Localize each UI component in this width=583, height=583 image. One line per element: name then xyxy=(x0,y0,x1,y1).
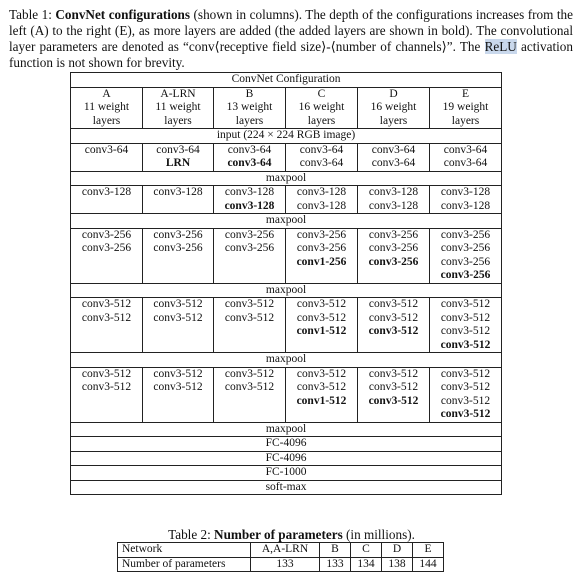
caption2-prefix: Table 2: xyxy=(168,527,215,542)
column-name: C xyxy=(286,87,358,101)
params-value-cell: 138 xyxy=(382,557,413,572)
params-header-row xyxy=(118,543,444,558)
conv-cell xyxy=(143,298,214,353)
caption2-suffix: (in millions). xyxy=(342,527,415,542)
caption1-text-b: activation function is not shown for brevity. xyxy=(9,39,573,70)
params-value-row xyxy=(118,557,444,572)
softmax-layer-row xyxy=(71,480,502,495)
layer-entry: conv3-256 xyxy=(81,228,132,241)
layer-entry: conv3-256 xyxy=(440,242,491,254)
caption1-highlight[interactable]: ReLU xyxy=(484,39,517,54)
layer-entry: conv3-512 xyxy=(440,408,491,420)
layer-entry: conv3-512 xyxy=(153,367,203,380)
layer-entry: conv3-64 xyxy=(156,143,200,156)
layer-entry: conv3-256 xyxy=(440,228,491,241)
layer-entry: conv3-256 xyxy=(296,228,347,241)
input-spec: input (224 × 224 RGB image) xyxy=(71,129,502,144)
layer-entry: conv3-256 xyxy=(368,228,419,241)
layer-entry: conv3-64 xyxy=(227,157,272,169)
caption1-bold-title: ConvNet configurations xyxy=(55,7,191,22)
layer-entry: conv1-512 xyxy=(296,394,347,407)
conv-cell xyxy=(71,298,143,353)
layer-entry: conv3-512 xyxy=(81,311,132,324)
layer-entry: conv3-64 xyxy=(299,143,344,156)
layer-entry: conv3-256 xyxy=(224,228,275,241)
layer-entry: conv3-256 xyxy=(440,269,491,281)
layer-entry: conv3-64 xyxy=(227,143,272,156)
table1-caption xyxy=(9,7,573,71)
conv-cell xyxy=(286,367,358,422)
column-name: A-LRN xyxy=(143,87,214,101)
column-layers: 16 weight layers xyxy=(358,101,430,129)
layer-entry: conv3-512 xyxy=(81,381,132,393)
conv-cell xyxy=(358,186,430,214)
params-row-label: Number of parameters xyxy=(118,557,251,572)
conv-block3-row xyxy=(71,228,502,283)
layer-entry: conv3-512 xyxy=(368,325,419,337)
layer-entry: conv3-512 xyxy=(368,367,419,380)
layer-entry: conv3-512 xyxy=(440,338,491,351)
params-header-cell: A,A-LRN xyxy=(251,543,320,558)
layer-entry: conv3-512 xyxy=(224,298,275,310)
params-header-cell: B xyxy=(320,543,351,558)
column-name-row xyxy=(71,87,502,101)
layer-entry: conv3-512 xyxy=(368,311,419,324)
conv-cell xyxy=(214,228,286,283)
layer-entry: conv3-512 xyxy=(440,367,491,380)
conv-cell xyxy=(430,143,502,171)
layer-entry: conv3-256 xyxy=(224,242,275,254)
conv-cell xyxy=(143,367,214,422)
layer-entry: conv3-256 xyxy=(296,242,347,254)
conv-cell xyxy=(286,228,358,283)
layer-entry: conv3-64 xyxy=(443,143,488,156)
conv-block1-row xyxy=(71,143,502,171)
column-layers: 13 weight layers xyxy=(214,101,286,129)
maxpool-layer-row xyxy=(71,422,502,437)
conv-cell xyxy=(71,143,143,171)
layer-entry: conv1-512 xyxy=(296,325,347,337)
params-value-cell: 144 xyxy=(413,557,444,572)
column-layers: 11 weight layers xyxy=(143,101,214,129)
conv-cell xyxy=(214,298,286,353)
caption1-text-a: (shown in columns). The depth of the configurations increases from the left (A) to the right (E), as more layers are added (the added layers are shown in bold). The convolutional layer parameters are denoted as “conv⟨receptive field size⟩-⟨number of channels⟩”. The xyxy=(9,7,573,54)
layer-entry: conv3-512 xyxy=(440,325,491,337)
layer-entry: conv3-512 xyxy=(224,367,275,380)
layer-entry: conv3-512 xyxy=(81,367,132,380)
fc-layer-3: FC-1000 xyxy=(71,466,502,481)
conv-cell xyxy=(358,228,430,283)
params-header-cell: E xyxy=(413,543,444,558)
layer-entry: conv3-512 xyxy=(153,381,203,393)
layer-entry: conv3-64 xyxy=(443,157,488,169)
conv-cell xyxy=(214,186,286,214)
fc-layer-2-row xyxy=(71,451,502,466)
fc-layer-3-row xyxy=(71,466,502,481)
fc-layer-2: FC-4096 xyxy=(71,451,502,466)
maxpool-layer-row xyxy=(71,283,502,298)
conv-cell xyxy=(358,367,430,422)
maxpool-layer: maxpool xyxy=(71,283,502,298)
layer-entry: conv3-128 xyxy=(368,199,419,212)
layer-entry: LRN xyxy=(165,157,191,169)
conv-cell xyxy=(430,186,502,214)
layer-entry: conv3-64 xyxy=(299,157,344,169)
column-name: D xyxy=(358,87,430,101)
config-title-row xyxy=(71,73,502,88)
layer-entry: conv3-512 xyxy=(153,298,203,310)
params-header-cell: D xyxy=(382,543,413,558)
conv-cell xyxy=(71,228,143,283)
conv-cell xyxy=(143,186,214,214)
conv-cell xyxy=(430,367,502,422)
conv-cell xyxy=(143,143,214,171)
table2-caption xyxy=(0,527,583,543)
layer-entry: conv3-128 xyxy=(224,199,275,212)
conv-cell xyxy=(430,228,502,283)
layer-entry: conv3-256 xyxy=(368,242,419,254)
layer-entry: conv3-512 xyxy=(224,381,275,393)
layer-entry: conv3-512 xyxy=(440,298,491,310)
conv-cell xyxy=(71,367,143,422)
layer-entry: conv3-128 xyxy=(81,186,132,198)
caption1-prefix: Table 1: xyxy=(9,7,56,22)
params-header-cell: C xyxy=(351,543,382,558)
input-spec-row xyxy=(71,129,502,144)
layer-entry: conv3-256 xyxy=(81,242,132,254)
maxpool-layer: maxpool xyxy=(71,214,502,229)
config-title: ConvNet Configuration xyxy=(71,73,502,88)
column-name: A xyxy=(71,87,143,101)
params-value-cell: 133 xyxy=(251,557,320,572)
maxpool-layer: maxpool xyxy=(71,171,502,186)
layer-entry: conv3-512 xyxy=(368,381,419,393)
conv-cell xyxy=(71,186,143,214)
layer-entry: conv3-512 xyxy=(224,311,275,324)
layer-entry: conv3-128 xyxy=(440,186,491,198)
layer-entry: conv3-512 xyxy=(440,394,491,407)
conv-block4-row xyxy=(71,298,502,353)
layer-entry: conv3-128 xyxy=(368,186,419,198)
layer-entry: conv3-128 xyxy=(296,199,347,212)
layer-entry: conv3-128 xyxy=(224,186,275,198)
layer-entry: conv3-64 xyxy=(371,157,416,169)
conv-block5-row xyxy=(71,367,502,422)
fc-layer-1: FC-4096 xyxy=(71,437,502,452)
layer-entry: conv3-512 xyxy=(296,298,347,310)
conv-cell xyxy=(358,143,430,171)
conv-cell xyxy=(214,367,286,422)
maxpool-layer-row xyxy=(71,171,502,186)
layer-entry: conv3-256 xyxy=(368,255,419,268)
layer-entry: conv3-512 xyxy=(368,394,419,407)
maxpool-layer-row xyxy=(71,353,502,368)
layer-entry: conv3-256 xyxy=(153,242,203,254)
column-layers-row xyxy=(71,101,502,129)
layer-entry: conv3-64 xyxy=(371,143,416,156)
column-name: E xyxy=(430,87,502,101)
conv-cell xyxy=(286,143,358,171)
fc-layer-1-row xyxy=(71,437,502,452)
column-layers: 11 weight layers xyxy=(71,101,143,129)
layer-entry: conv3-64 xyxy=(84,143,129,156)
conv-cell xyxy=(286,298,358,353)
conv-cell xyxy=(430,298,502,353)
column-name: B xyxy=(214,87,286,101)
convnet-config-table xyxy=(70,72,502,495)
layer-entry: conv3-128 xyxy=(296,186,347,198)
softmax-layer: soft-max xyxy=(71,480,502,495)
parameters-table xyxy=(117,542,444,572)
conv-cell xyxy=(214,143,286,171)
params-value-cell: 134 xyxy=(351,557,382,572)
caption2-bold-title: Number of parameters xyxy=(214,527,343,542)
layer-entry: conv3-512 xyxy=(440,311,491,324)
maxpool-layer: maxpool xyxy=(71,422,502,437)
conv-cell xyxy=(143,228,214,283)
layer-entry: conv3-512 xyxy=(296,311,347,324)
layer-entry: conv3-512 xyxy=(296,367,347,380)
params-header-cell: Network xyxy=(118,543,251,558)
params-value-cell: 133 xyxy=(320,557,351,572)
layer-entry: conv3-256 xyxy=(440,255,491,268)
layer-entry: conv3-512 xyxy=(81,298,132,310)
layer-entry: conv3-128 xyxy=(440,199,491,212)
conv-block2-row xyxy=(71,186,502,214)
maxpool-layer-row xyxy=(71,214,502,229)
layer-entry: conv3-512 xyxy=(440,381,491,393)
maxpool-layer: maxpool xyxy=(71,353,502,368)
layer-entry: conv3-512 xyxy=(296,381,347,393)
layer-entry: conv3-256 xyxy=(153,228,203,241)
conv-cell xyxy=(358,298,430,353)
layer-entry: conv3-512 xyxy=(153,311,203,324)
layer-entry: conv3-128 xyxy=(153,186,203,198)
column-layers: 19 weight layers xyxy=(430,101,502,129)
column-layers: 16 weight layers xyxy=(286,101,358,129)
layer-entry: conv3-512 xyxy=(368,298,419,310)
layer-entry: conv1-256 xyxy=(296,255,347,268)
conv-cell xyxy=(286,186,358,214)
